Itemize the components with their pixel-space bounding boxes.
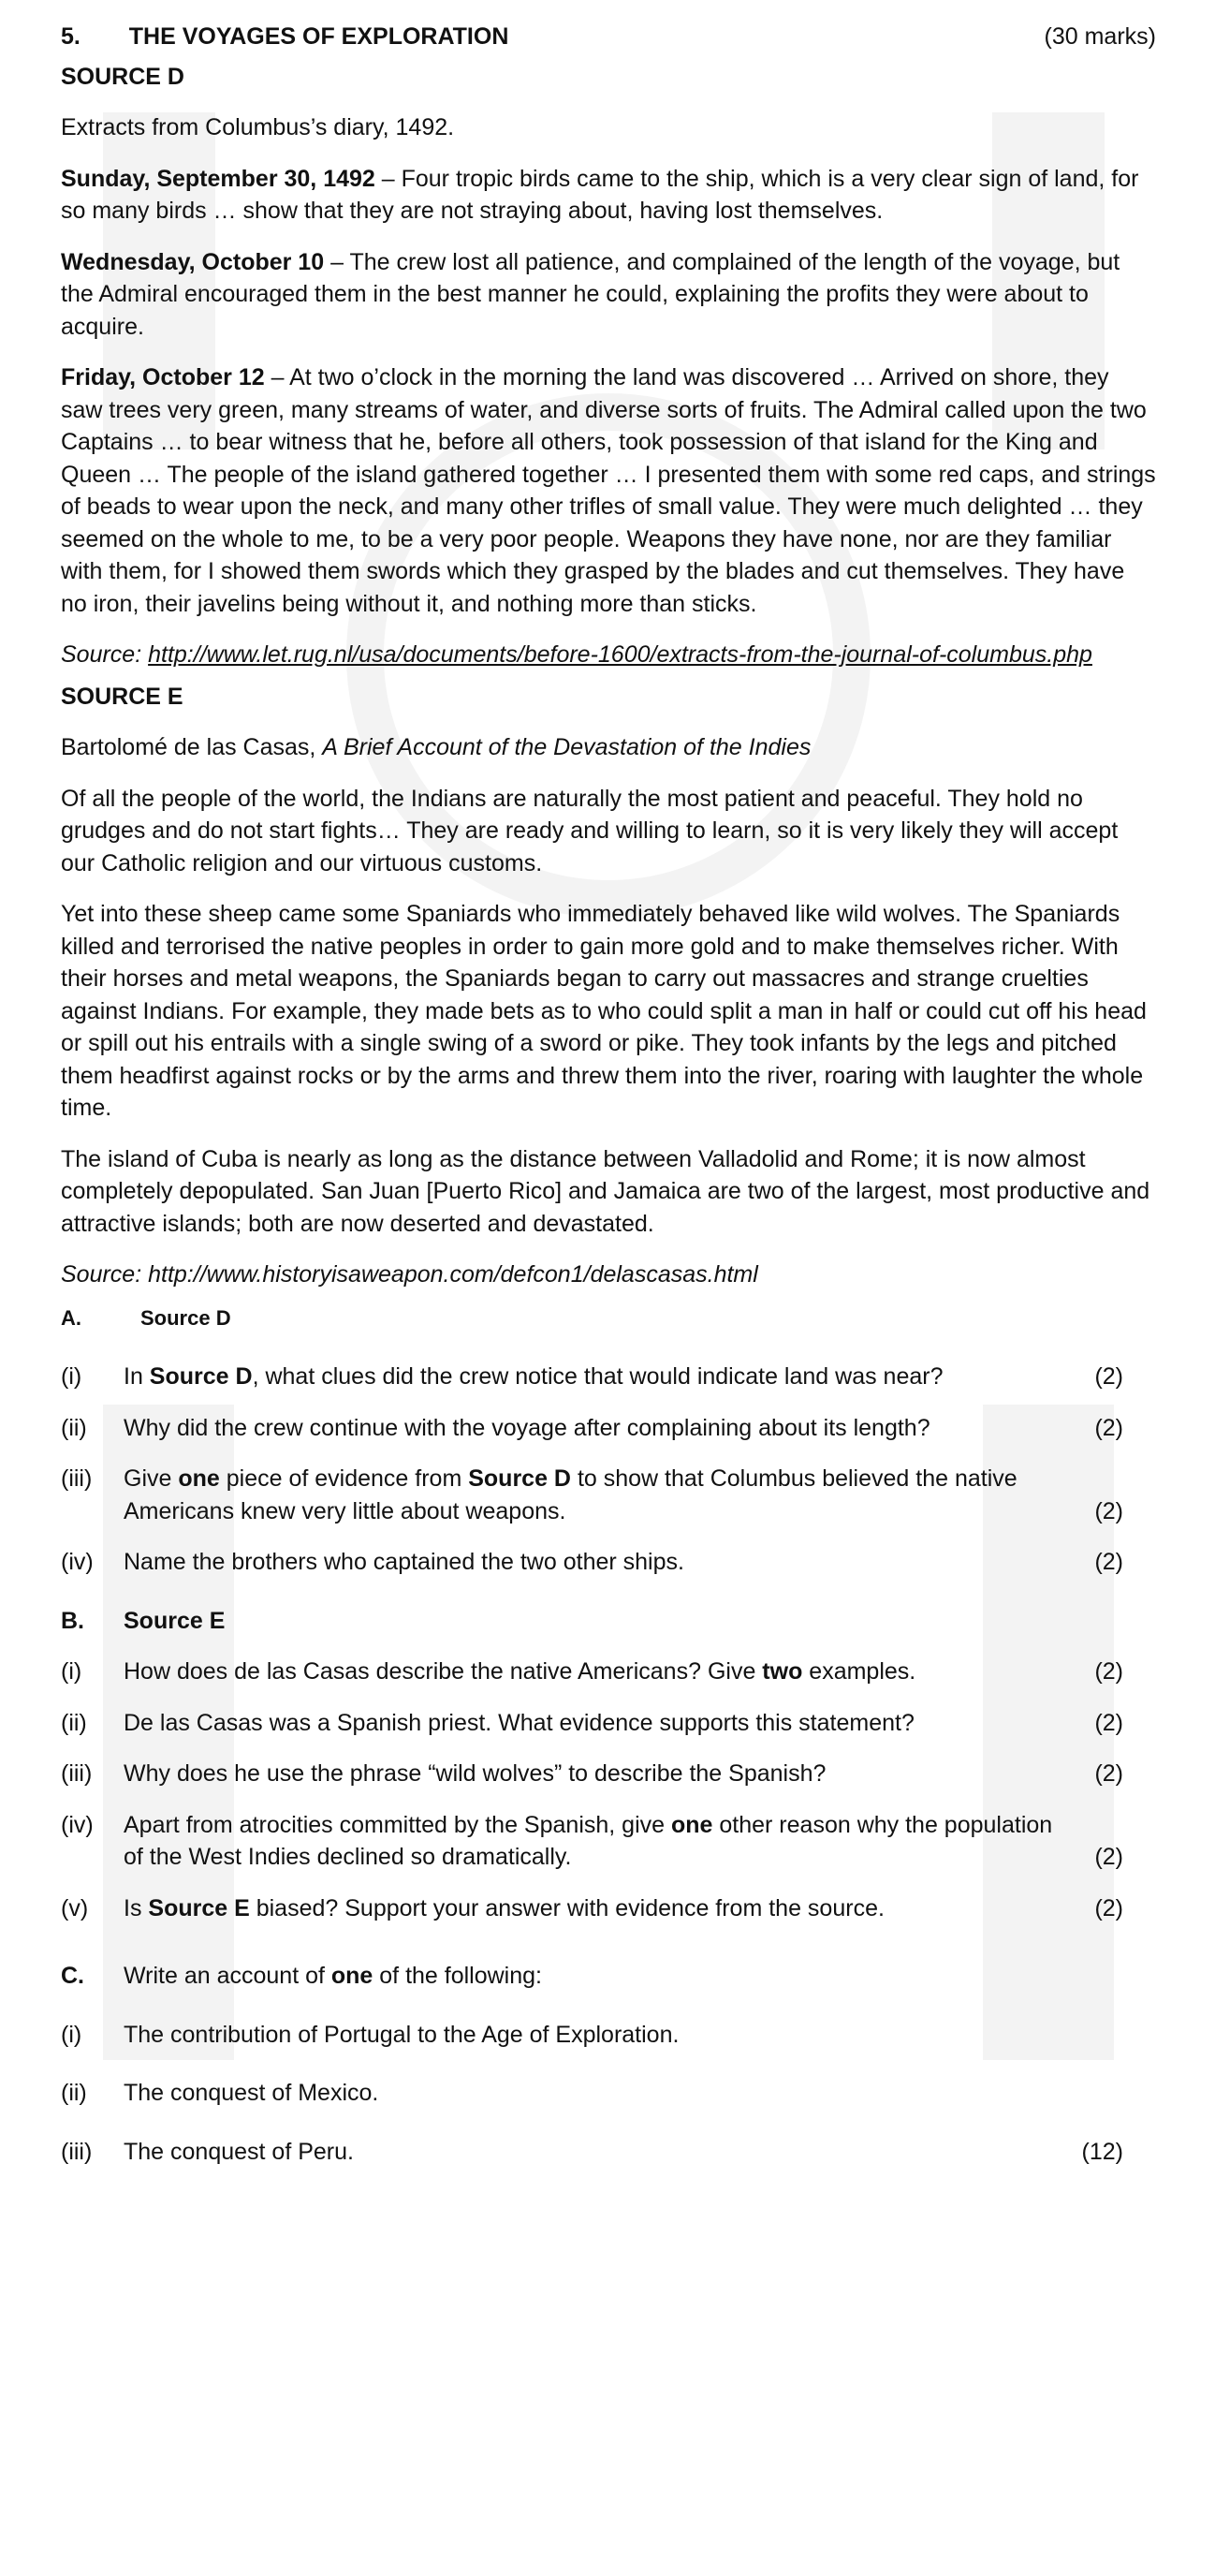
source-e-paragraph-3: The island of Cuba is nearly as long as the distance between Valladolid and Rome; it is now almost completely depopulated. San Juan [Puerto Rico] and Jamaica are two of the largest, most productive and attractive islands; both are now deserted and devastated. bbox=[61, 1145, 1150, 1237]
question-a-iii: (iii) Give one piece of evidence from Source D to show that Columbus believed the native Americans knew very little about weapons. (2) bbox=[61, 1465, 1123, 1524]
total-marks: (30 marks) bbox=[1044, 23, 1156, 50]
question-a-i: (i) In Source D, what clues did the crew notice that would indicate land was near? (2) bbox=[61, 1363, 1123, 1390]
question-b-ii: (ii) De las Casas was a Spanish priest. What evidence supports this statement? (2) bbox=[61, 1709, 1123, 1736]
source-d-intro: Extracts from Columbus’s diary, 1492. bbox=[61, 114, 455, 140]
diary-entry-oct10: Wednesday, October 10 – The crew lost all patience, and complained of the length of the voyage, but the Admiral encouraged them in the best manner he could, explaining the profits they were about to acquire. bbox=[61, 248, 1120, 340]
question-number: 5. bbox=[61, 23, 81, 50]
question-b-v: (v) Is Source E biased? Support your answer with evidence from the source. (2) bbox=[61, 1894, 1123, 1921]
part-a-heading: A. Source D bbox=[61, 1305, 231, 1330]
source-e-attribution: Bartolomé de las Casas, A Brief Account of the Devastation of the Indies bbox=[61, 734, 812, 760]
source-d-heading: SOURCE D bbox=[61, 63, 184, 90]
source-d-citation: Source: http://www.let.rug.nl/usa/documents/before-1600/extracts-from-the-journal-of-columbus.php bbox=[61, 641, 1092, 668]
question-b-iv: (iv) Apart from atrocities committed by the Spanish, give one other reason why the population of the West Indies declined so dramatically. (2) bbox=[61, 1811, 1123, 1870]
exam-page bbox=[61, 21, 1156, 2168]
source-e-heading: SOURCE E bbox=[61, 683, 183, 710]
essay-option-i: (i) The contribution of Portugal to the Age of Exploration. bbox=[61, 2021, 680, 2048]
question-a-iv: (iv) Name the brothers who captained the two other ships. (2) bbox=[61, 1549, 1123, 1575]
part-b-heading: B. Source E bbox=[61, 1607, 226, 1634]
essay-option-iii: (iii) The conquest of Peru. (12) bbox=[61, 2138, 1123, 2165]
source-e-citation: Source: http://www.historyisaweapon.com/defcon1/delascasas.html bbox=[61, 1261, 758, 1288]
essay-option-ii: (ii) The conquest of Mexico. bbox=[61, 2080, 379, 2106]
source-d-link[interactable]: http://www.let.rug.nl/usa/documents/before-1600/extracts-from-the-journal-of-columbus.php bbox=[148, 641, 1092, 668]
source-e-paragraph-1: Of all the people of the world, the Indians are naturally the most patient and peaceful. They hold no grudges and do not start fights… They are ready and willing to learn, so it is very likely they will accept our Catholic religion and our virtuous customs. bbox=[61, 785, 1119, 876]
question-a-ii: (ii) Why did the crew continue with the voyage after complaining about its length? (2) bbox=[61, 1414, 1123, 1441]
question-b-i: (i) How does de las Casas describe the native Americans? Give two examples. (2) bbox=[61, 1658, 1123, 1685]
question-title: THE VOYAGES OF EXPLORATION bbox=[128, 23, 509, 50]
diary-entry-sep30: Sunday, September 30, 1492 – Four tropic birds came to the ship, which is a very clear sign of land, for so many birds … show that they are not straying about, having lost themselves. bbox=[61, 165, 1139, 224]
question-b-iii: (iii) Why does he use the phrase “wild wolves” to describe the Spanish? (2) bbox=[61, 1760, 1123, 1787]
question-header bbox=[61, 21, 1156, 53]
part-c-heading: C. Write an account of one of the following: bbox=[61, 1963, 542, 1989]
diary-entry-oct12: Friday, October 12 – At two o’clock in the morning the land was discovered … Arrived on shore, they saw trees very green, many streams of water, and diverse sorts of fruits. The Admiral called upon the two Captains … to bear witness that he, before all others, took possession of that island for the King and Queen … The people of the island gathered together … I presented them with some red caps, and strings of beads to wear upon the neck, and many other trifles of small value. They were much delighted … they seemed on the whole to me, to be a very poor people. Weapons they have none, nor are they familiar with them, for I showed them swords which they grasped by the blades and cut themselves. They have no iron, their javelins being without it, and nothing more than sticks. bbox=[61, 364, 1156, 617]
source-e-paragraph-2: Yet into these sheep came some Spaniards who immediately behaved like wild wolves. The Spaniards killed and terrorised the native peoples in order to gain more gold and to make themselves richer. With their horses and metal weapons, the Spaniards began to carry out massacres and strange cruelties against Indians. For example, they made bets as to who could split a man in half or could cut off his head or spill out his entrails with a single swing of a sword or pike. They took infants by the legs and pitched them headfirst against rocks or by the arms and threw them into the river, roaring with laughter the whole time. bbox=[61, 901, 1147, 1121]
